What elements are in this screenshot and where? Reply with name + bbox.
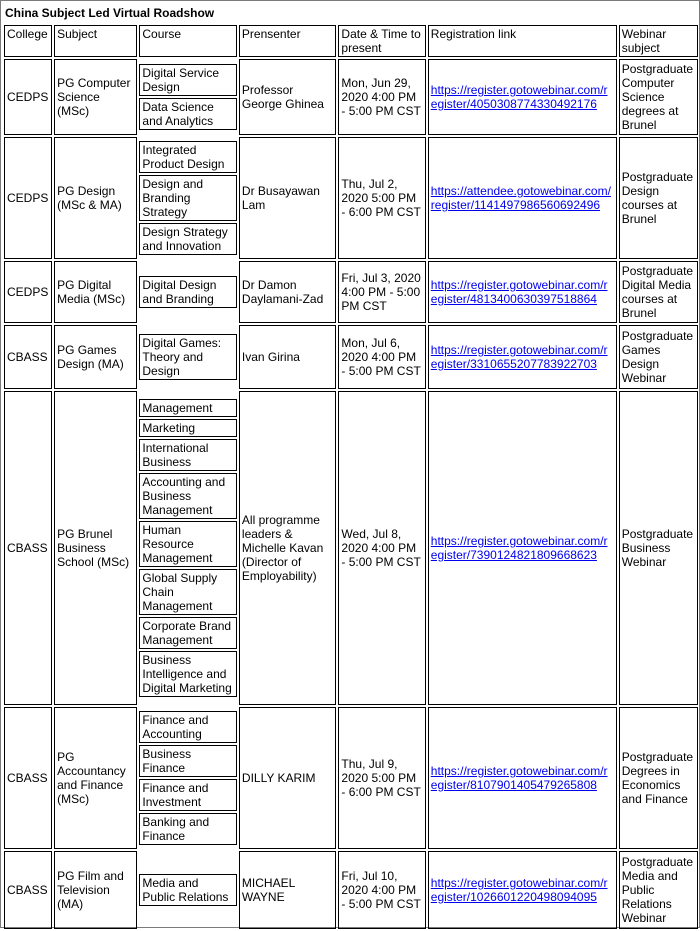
course-item: Business Intelligence and Digital Marketing	[139, 651, 237, 697]
course-cell	[139, 137, 237, 259]
course-cell	[139, 391, 237, 705]
college-cell: CBASS	[4, 707, 52, 849]
subject-cell: PG Design (MSc & MA)	[54, 137, 137, 259]
presenter-cell: Dr Busayawan Lam	[239, 137, 337, 259]
course-item: Human Resource Management	[139, 521, 237, 567]
header-row	[4, 25, 698, 57]
datetime-cell: Wed, Jul 8, 2020 4:00 PM - 5:00 PM CST	[338, 391, 425, 705]
datetime-cell: Thu, Jul 2, 2020 5:00 PM - 6:00 PM CST	[338, 137, 425, 259]
registration-link[interactable]: https://register.gotowebinar.com/register/4050308774330492176	[430, 83, 608, 111]
subject-cell: PG Digital Media (MSc)	[54, 261, 137, 323]
registration-link[interactable]: https://register.gotowebinar.com/register/4813400630397518864	[430, 278, 608, 306]
table-row	[4, 325, 698, 389]
course-item: Design and Branding Strategy	[139, 175, 237, 221]
presenter-cell: Dr Damon Daylamani-Zad	[239, 261, 337, 323]
course-item: Finance and Accounting	[139, 711, 237, 743]
webinar-cell: Postgraduate Business Webinar	[619, 391, 698, 705]
webinar-cell: Postgraduate Degrees in Economics and Finance	[619, 707, 698, 849]
table-row	[4, 59, 698, 135]
datetime-cell: Fri, Jul 10, 2020 4:00 PM - 5:00 PM CST	[338, 851, 425, 929]
course-item: Global Supply Chain Management	[139, 569, 237, 615]
course-item: Design Strategy and Innovation	[139, 223, 237, 255]
college-cell: CBASS	[4, 391, 52, 705]
course-cell	[139, 59, 237, 135]
course-item: Digital Games: Theory and Design	[139, 334, 237, 380]
college-cell: CEDPS	[4, 261, 52, 323]
webinar-cell: Postgraduate Games Design Webinar	[619, 325, 698, 389]
college-cell: CEDPS	[4, 59, 52, 135]
page-title: China Subject Led Virtual Roadshow	[5, 6, 215, 20]
presenter-cell: Professor George Ghinea	[239, 59, 337, 135]
header-subject: Subject	[54, 25, 137, 57]
roadshow-table	[2, 23, 700, 931]
table-row	[4, 851, 698, 929]
course-cell	[139, 707, 237, 849]
presenter-cell: MICHAEL WAYNE	[239, 851, 337, 929]
presenter-cell: Ivan Girina	[239, 325, 337, 389]
header-webinar: Webinar subject	[619, 25, 698, 57]
course-item: Digital Service Design	[139, 64, 237, 96]
registration-link[interactable]: https://register.gotowebinar.com/register/7390124821809668623	[430, 534, 608, 562]
course-item: Digital Design and Branding	[139, 276, 237, 308]
registration-cell	[428, 707, 617, 849]
course-cell	[139, 261, 237, 323]
course-cell	[139, 325, 237, 389]
college-cell: CEDPS	[4, 137, 52, 259]
table-row	[4, 391, 698, 705]
header-course: Course	[139, 25, 237, 57]
registration-link[interactable]: https://attendee.gotowebinar.com/register/1141497986560692496	[430, 184, 611, 212]
registration-cell	[428, 137, 617, 259]
subject-cell: PG Film and Television (MA)	[54, 851, 137, 929]
webinar-cell: Postgraduate Design courses at Brunel	[619, 137, 698, 259]
datetime-cell: Thu, Jul 9, 2020 5:00 PM - 6:00 PM CST	[338, 707, 425, 849]
subject-cell: PG Games Design (MA)	[54, 325, 137, 389]
course-item: International Business	[139, 439, 237, 471]
course-item: Data Science and Analytics	[139, 98, 237, 130]
course-item: Management	[139, 399, 237, 417]
presenter-cell: All programme leaders & Michelle Kavan (Director of Employability)	[239, 391, 337, 705]
college-cell: CBASS	[4, 851, 52, 929]
course-item: Banking and Finance	[139, 813, 237, 845]
table-row	[4, 137, 698, 259]
webinar-cell: Postgraduate Digital Media courses at Brunel	[619, 261, 698, 323]
datetime-cell: Mon, Jul 6, 2020 4:00 PM - 5:00 PM CST	[338, 325, 425, 389]
course-item: Corporate Brand Management	[139, 617, 237, 649]
registration-link[interactable]: https://register.gotowebinar.com/register/1026601220498094095	[430, 876, 608, 904]
course-cell	[139, 851, 237, 929]
registration-link[interactable]: https://register.gotowebinar.com/register/8107901405479265808	[430, 764, 608, 792]
course-item: Accounting and Business Management	[139, 473, 237, 519]
course-item: Finance and Investment	[139, 779, 237, 811]
header-registration: Registration link	[428, 25, 617, 57]
course-item: Media and Public Relations	[139, 874, 237, 906]
webinar-cell: Postgraduate Computer Science degrees at Brunel	[619, 59, 698, 135]
subject-cell: PG Accountancy and Finance (MSc)	[54, 707, 137, 849]
course-item: Integrated Product Design	[139, 141, 237, 173]
registration-cell	[428, 325, 617, 389]
registration-cell	[428, 391, 617, 705]
presenter-cell: DILLY KARIM	[239, 707, 337, 849]
course-item: Marketing	[139, 419, 237, 437]
header-datetime: Date & Time to present	[338, 25, 425, 57]
registration-link[interactable]: https://register.gotowebinar.com/register/3310655207783922703	[430, 343, 608, 371]
datetime-cell: Mon, Jun 29, 2020 4:00 PM - 5:00 PM CST	[338, 59, 425, 135]
registration-cell	[428, 59, 617, 135]
course-item: Business Finance	[139, 745, 237, 777]
table-row	[4, 707, 698, 849]
registration-cell	[428, 261, 617, 323]
subject-cell: PG Computer Science (MSc)	[54, 59, 137, 135]
header-college: College	[4, 25, 52, 57]
table-row	[4, 261, 698, 323]
datetime-cell: Fri, Jul 3, 2020 4:00 PM - 5:00 PM CST	[338, 261, 425, 323]
registration-cell	[428, 851, 617, 929]
college-cell: CBASS	[4, 325, 52, 389]
webinar-cell: Postgraduate Media and Public Relations Webinar	[619, 851, 698, 929]
header-presenter: Prensenter	[239, 25, 337, 57]
subject-cell: PG Brunel Business School (MSc)	[54, 391, 137, 705]
